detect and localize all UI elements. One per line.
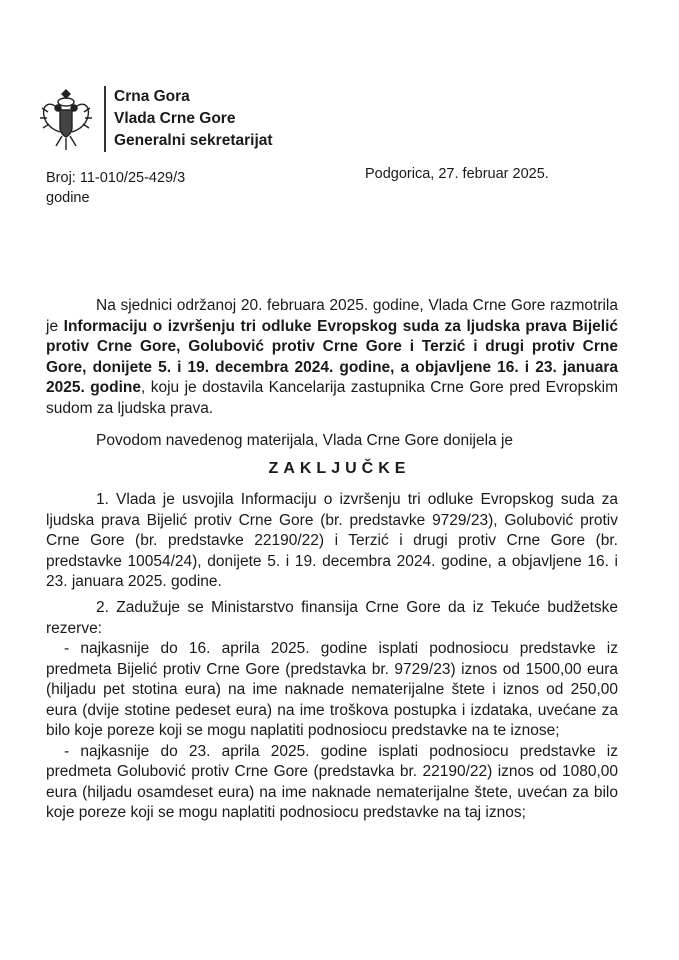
conclusions-heading: ZAKLJUČKE [268, 460, 411, 477]
list-item: - najkasnije do 23. aprila 2025. godine isplati podnosiocu predstavke iz predmeta Golubović protiv Crne Gore (predstavka br. 22190/22) iznos od 1080,00 eura (hiljadu osamdeset eura) na ime naknade nematerijalne štete, uvećan za bilo koje poreze koji se mogu naplatiti podnosiocu predstavke na taj iznos; [46, 742, 618, 821]
intro-text-1: Na sjednici održanoj 20. februara 2025. godine, Vlada Crne Gore razmotrila je [46, 297, 618, 335]
document-date: Podgorica, 27. februar 2025. [365, 166, 549, 182]
intro-text-2: , koju je dostavila Kancelarija zastupnika Crne Gore pred Evropskim sudom za ljudska prava. [46, 379, 618, 417]
conclusion-2 [46, 598, 618, 824]
conclusion-1: 1. Vlada je usvojila Informaciju o izvršenju tri odluke Evropskog suda za ljudska prava Bijelić protiv Crne Gore (br. predstavke 9729/23), Golubović protiv Crne Gore (br. predstavke 22190/22) i Terzić i drugi protiv Crne Gore (br. predstavke 10054/24), donijete 5. i 19. decembra 2024. godine, a objavljene 16. i 23. januara 2025. godine. [46, 491, 618, 590]
government-name: Vlada Crne Gore [114, 110, 236, 127]
list-item: - najkasnije do 16. aprila 2025. godine isplati podnosiocu predstavke iz predmeta Bijelić protiv Crne Gore (predstavka br. 9729/23) iznos od 1500,00 eura (hiljadu pet stotina eura) na ime naknade nematerijalne štete i iznos od 250,00 eura (dvije stotine pedeset eura) na ime troškova postupka i izdataka, uvećane za bilo koje poreze koji se mogu naplatiti podnosiocu predstavke na te iznose; [46, 640, 618, 739]
header-divider [104, 86, 106, 152]
broj-line: Broj: 11-010/25-429/3 [46, 170, 186, 186]
reference-number [46, 168, 286, 208]
conclusion-2-intro: 2. Zadužuje se Ministarstvo finansija Crne Gore da iz Tekuće budžetske rezerve: [46, 599, 618, 637]
coat-of-arms-icon [38, 86, 94, 154]
godine-line: godine [46, 190, 90, 206]
letterhead [114, 86, 273, 152]
povodom-paragraph: Povodom navedenog materijala, Vlada Crne Gore donijela je [96, 432, 514, 449]
intro-paragraph [46, 296, 618, 419]
intro-bold-title: Informaciju o izvršenju tri odluke Evropskog suda za ljudska prava Bijelić protiv Crne Gore, Golubović protiv Crne Gore i Terzić i drugi protiv Crne Gore, donijete 5. i 19. decembra 2024. godine, a objavljene 16. i 23. januara 2025. godine [46, 317, 619, 396]
secretariat-name: Generalni sekretarijat [114, 132, 273, 149]
country-name: Crna Gora [114, 88, 190, 105]
